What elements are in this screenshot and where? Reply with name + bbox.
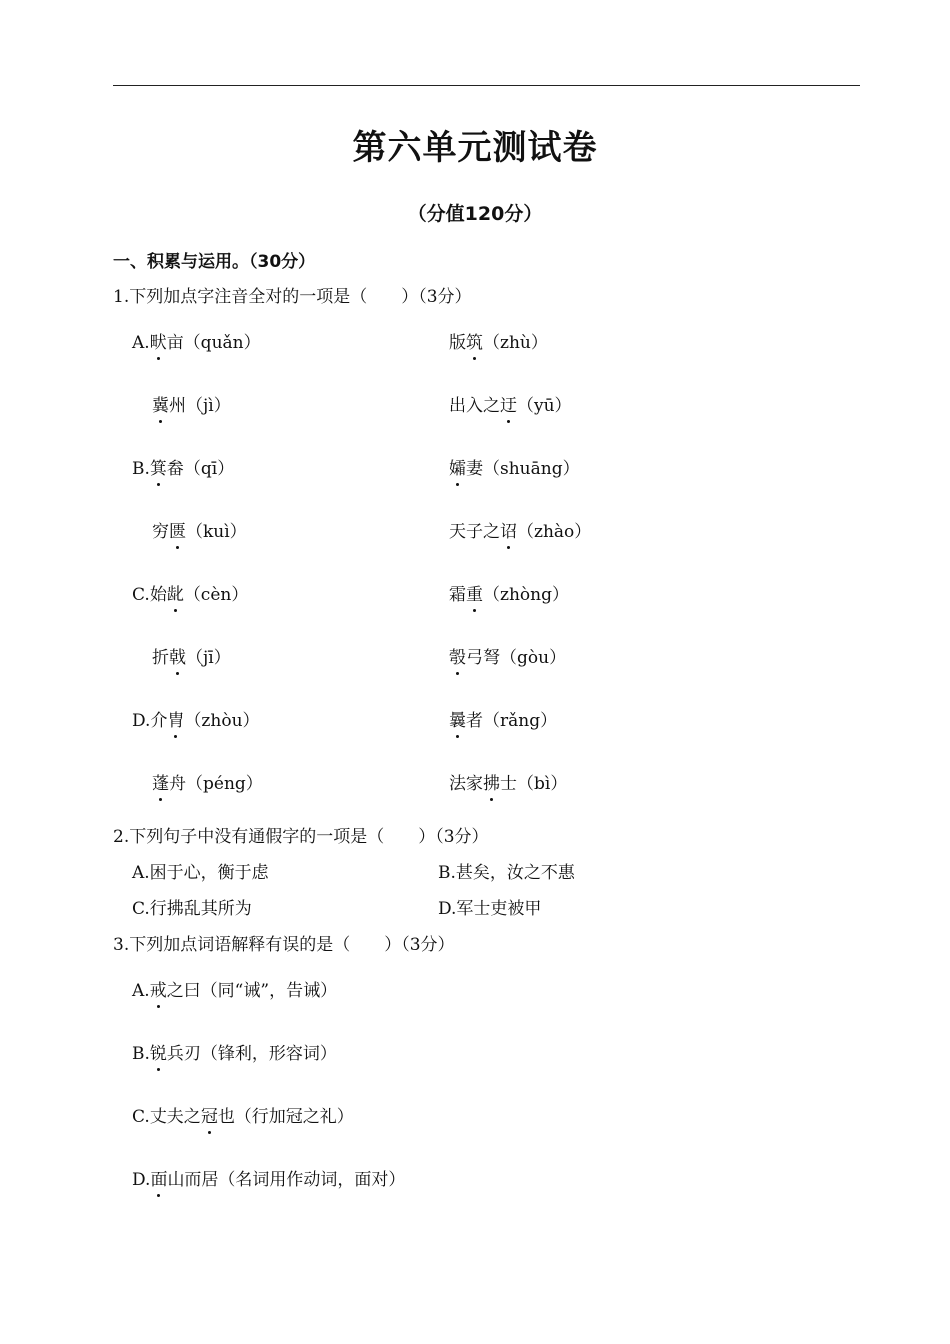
q1-option-left-text xyxy=(152,774,263,794)
q1-option-right-text xyxy=(449,459,580,479)
option-text: A. xyxy=(132,333,150,353)
option-text: B. xyxy=(132,1044,150,1064)
q3-option-text xyxy=(132,1107,354,1127)
option-text: C. xyxy=(132,585,150,605)
option-text: 丈夫之 xyxy=(149,1107,201,1127)
dotted-character: 曩 xyxy=(449,711,466,731)
dotted-character: 孀 xyxy=(449,459,466,479)
option-text: 亩（quǎn） xyxy=(166,333,261,353)
q3-option-text xyxy=(132,981,337,1001)
q3-option xyxy=(132,1043,337,1065)
dotted-character: 面 xyxy=(150,1170,168,1190)
option-text: （zhào） xyxy=(517,522,592,542)
q1-option-left xyxy=(132,458,234,480)
q3-option xyxy=(132,1169,405,1191)
section-heading: 一、积累与运用。（30分） xyxy=(113,252,316,272)
option-text: A. xyxy=(132,981,150,1001)
option-text: 穷 xyxy=(152,522,169,542)
option-text: 畚（qī） xyxy=(166,459,235,479)
q1-option-left xyxy=(152,521,247,543)
q1-option-left-text xyxy=(152,522,247,542)
option-text: 折 xyxy=(152,648,169,668)
option-text: 弓弩（gòu） xyxy=(466,648,567,668)
question-2-option-d: D.军士吏被甲 xyxy=(438,899,542,919)
question-3-stem: 3.下列加点词语解释有误的是（ ）（3分） xyxy=(113,935,455,955)
option-text: （zhòng） xyxy=(483,585,569,605)
option-text: 者（rǎng） xyxy=(466,711,558,731)
dotted-character: 畎 xyxy=(149,333,167,353)
option-text: 法家 xyxy=(449,774,483,794)
q1-option-left-text xyxy=(132,459,234,479)
q1-option-left xyxy=(152,647,231,669)
q1-option-right-text xyxy=(449,585,569,605)
option-text: 兵刃（锋利，形容词） xyxy=(166,1044,337,1064)
q1-option-right xyxy=(449,395,572,417)
q1-option-left-text xyxy=(152,648,231,668)
question-2-option-c: C.行拂乱其所为 xyxy=(132,899,252,919)
option-text: （yū） xyxy=(517,396,572,416)
q1-option-left-text xyxy=(132,711,260,731)
dotted-character: 箕 xyxy=(149,459,167,479)
option-text: 之曰（同“诫”，告诫） xyxy=(166,981,338,1001)
q1-option-right xyxy=(449,332,548,354)
q1-option-left-text xyxy=(132,585,248,605)
option-text: （zhù） xyxy=(483,333,548,353)
dotted-character: 拂 xyxy=(483,774,500,794)
option-text: 士（bì） xyxy=(500,774,568,794)
option-text: B. xyxy=(132,459,150,479)
q1-option-left xyxy=(152,773,263,795)
dotted-character: 蓬 xyxy=(152,774,169,794)
dotted-character: 重 xyxy=(466,585,483,605)
option-text: D. xyxy=(132,711,151,731)
dotted-character: 彀 xyxy=(449,648,466,668)
dotted-character: 诏 xyxy=(500,522,517,542)
question-2-stem: 2.下列句子中没有通假字的一项是（ ）（3分） xyxy=(113,827,489,847)
option-text: 山而居（名词用作动词，面对） xyxy=(167,1170,406,1190)
q1-option-left xyxy=(132,710,260,732)
q1-option-right-text xyxy=(449,648,566,668)
q3-option xyxy=(132,1106,354,1128)
q1-option-right-text xyxy=(449,333,548,353)
question-1-stem: 1.下列加点字注音全对的一项是（ ）（3分） xyxy=(113,287,472,307)
q3-option-text xyxy=(132,1044,337,1064)
dotted-character: 匮 xyxy=(169,522,186,542)
dotted-character: 戒 xyxy=(149,981,167,1001)
q1-option-right-text xyxy=(449,522,591,542)
option-text: （kuì） xyxy=(186,522,247,542)
header-rule xyxy=(113,85,860,86)
option-text: （zhòu） xyxy=(184,711,260,731)
dotted-character: 筑 xyxy=(466,333,483,353)
option-text: 版 xyxy=(449,333,466,353)
q1-option-right xyxy=(449,710,557,732)
q1-option-right-text xyxy=(449,396,572,416)
option-text: 霜 xyxy=(449,585,466,605)
option-text: （cèn） xyxy=(183,585,249,605)
option-text: 妻（shuāng） xyxy=(466,459,580,479)
dotted-character: 迂 xyxy=(500,396,517,416)
q1-option-left-text xyxy=(152,396,231,416)
q3-option-text xyxy=(132,1170,405,1190)
option-text: （jī） xyxy=(186,648,231,668)
dotted-character: 戟 xyxy=(169,648,186,668)
question-2-option-a: A.困于心，衡于虑 xyxy=(132,863,269,883)
option-text: 也（行加冠之礼） xyxy=(217,1107,354,1127)
dotted-character: 冠 xyxy=(200,1107,218,1127)
q1-option-right xyxy=(449,521,591,543)
dotted-character: 锐 xyxy=(149,1044,167,1064)
dotted-character: 冀 xyxy=(152,396,169,416)
option-text: 州（jì） xyxy=(169,396,231,416)
q1-option-right-text xyxy=(449,711,557,731)
score-subtitle: （分值120分） xyxy=(407,203,543,225)
question-2-option-b: B.甚矣，汝之不惠 xyxy=(438,863,575,883)
option-text: 始 xyxy=(149,585,167,605)
q3-option xyxy=(132,980,337,1002)
q1-option-left xyxy=(152,395,231,417)
q1-option-right xyxy=(449,584,569,606)
option-text: C. xyxy=(132,1107,150,1127)
q1-option-right-text xyxy=(449,774,567,794)
option-text: 舟（péng） xyxy=(169,774,263,794)
option-text: D. xyxy=(132,1170,151,1190)
option-text: 出入之 xyxy=(449,396,500,416)
page-title: 第六单元测试卷 xyxy=(352,128,598,168)
q1-option-right xyxy=(449,647,566,669)
dotted-character: 胄 xyxy=(167,711,185,731)
option-text: 介 xyxy=(150,711,168,731)
q1-option-right xyxy=(449,773,567,795)
q1-option-left xyxy=(132,584,248,606)
q1-option-left-text xyxy=(132,333,261,353)
q1-option-left xyxy=(132,332,261,354)
q1-option-right xyxy=(449,458,580,480)
option-text: 天子之 xyxy=(449,522,500,542)
dotted-character: 龀 xyxy=(166,585,184,605)
